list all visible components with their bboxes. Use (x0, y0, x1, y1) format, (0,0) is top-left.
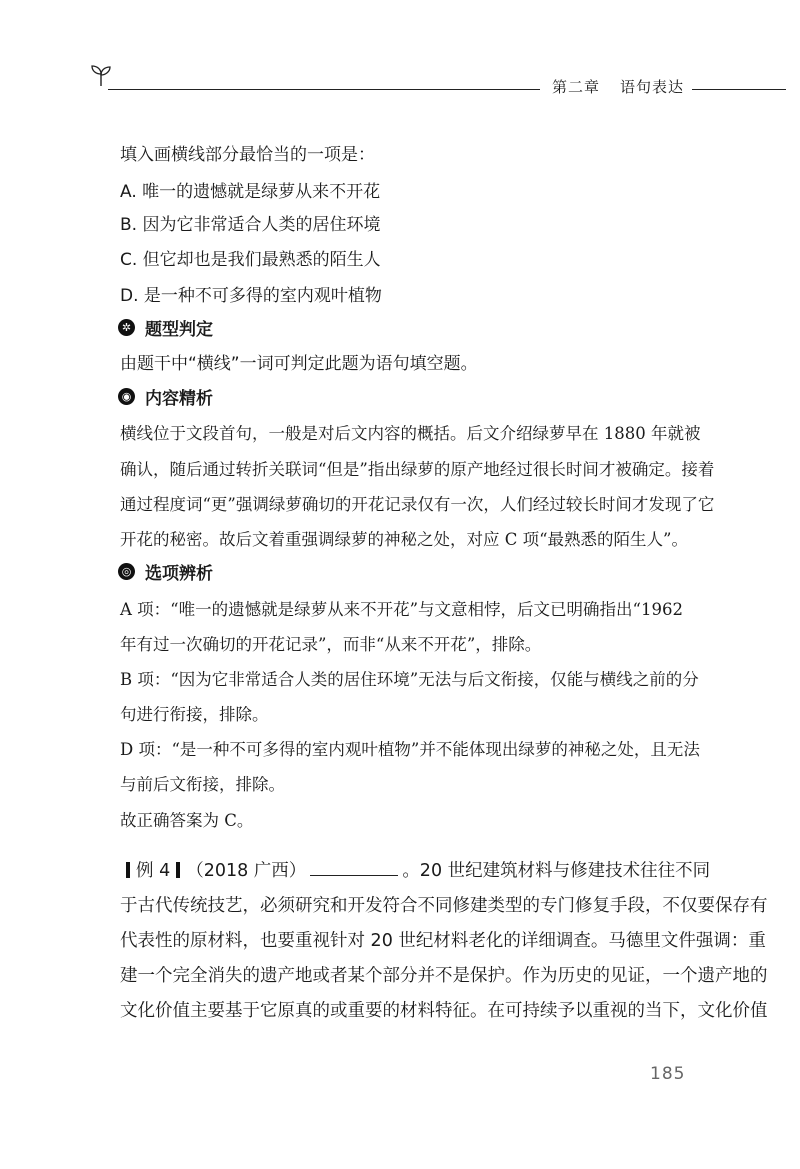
example-line: 文化价值主要基于它原真的或重要的材料特征。在可持续予以重视的当下，文化价值 (120, 1001, 768, 1021)
header-rule-right (692, 89, 786, 90)
example-first-text: 。20 世纪建筑材料与修建技术往往不同 (402, 861, 711, 881)
example-bar-left (126, 862, 130, 878)
section-type-heading (118, 316, 213, 338)
sprout-logo-icon (88, 62, 114, 88)
option-d: D. 是一种不可多得的室内观叶植物 (120, 286, 382, 306)
options-line: 句进行衔接，排除。 (120, 705, 269, 724)
options-line: B 项：“因为它非常适合人类的居住环境”无法与后文衔接，仅能与横线之前的分 (120, 670, 699, 689)
options-line: 年有过一次确切的开花记录”，而非“从来不开花”，排除。 (120, 635, 542, 654)
answer-line: 故正确答案为 C。 (120, 811, 254, 830)
section-analysis-heading (118, 385, 213, 407)
section-type-title: 题型判定 (145, 319, 213, 340)
page-number: 185 (650, 1064, 686, 1084)
section-options-title: 选项辨析 (145, 563, 213, 584)
example-label: 例 4 (136, 861, 171, 881)
chapter-title: 语句表达 (620, 78, 685, 96)
target-icon: ◎ (118, 563, 135, 580)
example-first-line (120, 857, 710, 882)
analysis-line: 横线位于文段首句，一般是对后文内容的概括。后文介绍绿萝早在 1880 年就被 (120, 424, 701, 443)
section-analysis-title: 内容精析 (145, 388, 213, 409)
analysis-line: 通过程度词“更”强调绿萝确切的开花记录仅有一次，人们经过较长时间才发现了它 (120, 495, 715, 514)
analysis-line: 确认，随后通过转折关联词“但是”指出绿萝的原产地经过很长时间才被确定。接着 (120, 460, 715, 479)
fill-in-blank (310, 859, 398, 876)
example-source: （2018 广西） (186, 861, 307, 881)
example-bar-right (176, 862, 180, 878)
question-prompt: 填入画横线部分最恰当的一项是： (120, 145, 375, 165)
option-a: A. 唯一的遗憾就是绿萝从来不开花 (120, 182, 381, 202)
analysis-line: 开花的秘密。故后文着重强调绿萝的神秘之处，对应 C 项“最熟悉的陌生人”。 (120, 530, 688, 549)
section-options-heading (118, 560, 213, 582)
example-line: 于古代传统技艺，必须研究和开发符合不同修建类型的专门修复手段，不仅要保存有 (120, 896, 768, 916)
eye-icon: ◉ (118, 388, 135, 405)
example-line: 建一个完全消失的遗产地或者某个部分并不是保护。作为历史的见证，一个遗产地的 (120, 966, 768, 986)
gear-icon: ✲ (118, 319, 135, 336)
chapter-label: 第二章 (552, 78, 601, 96)
example-line: 代表性的原材料，也要重视针对 20 世纪材料老化的详细调查。马德里文件强调：重 (120, 931, 766, 951)
options-line: A 项：“唯一的遗憾就是绿萝从来不开花”与文意相悖，后文已明确指出“1962 (120, 600, 683, 619)
options-line: D 项：“是一种不可多得的室内观叶植物”并不能体现出绿萝的神秘之处，且无法 (120, 740, 700, 759)
section-type-body: 由题干中“横线”一词可判定此题为语句填空题。 (120, 354, 478, 374)
option-b: B. 因为它非常适合人类的居住环境 (120, 215, 381, 235)
header-rule-left (108, 89, 540, 90)
option-c: C. 但它却也是我们最熟悉的陌生人 (120, 250, 381, 270)
options-line: 与前后文衔接，排除。 (120, 775, 285, 794)
